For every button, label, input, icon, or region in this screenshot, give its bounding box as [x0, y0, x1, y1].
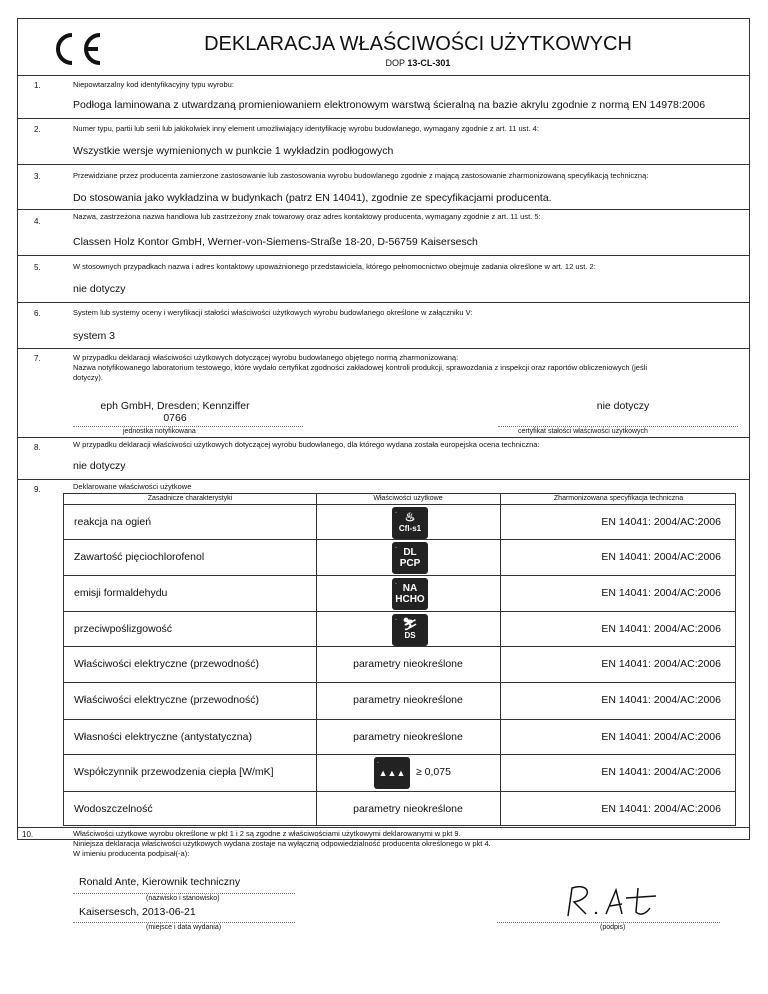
section-1-label: Niepowtarzalny kod identyfikacyjny typu wyrobu: [73, 80, 234, 89]
section-4-value: Classen Holz Kontor GmbH, Werner-von-Siemens-Straße 18-20, D-56759 Kaisersesch [73, 236, 478, 248]
heat-icon: ◦ ▲▲▲ [374, 757, 410, 789]
section-10-number: 10. [22, 830, 34, 839]
spec-cell: EN 14041: 2004/AC:2006 [601, 694, 721, 706]
section-9-label: Deklarowane właściwości użytkowe [73, 482, 192, 491]
table-row [64, 791, 735, 828]
spec-cell: EN 14041: 2004/AC:2006 [601, 731, 721, 743]
section-7-label-line2: Nazwa notyfikowanego laboratorium testowego, które wydało certyfikat zgodności zakładowej kontroli produkcji, sprawozdania z inspekcji oraz raportów obliczeniowych (jeśli [73, 363, 648, 372]
characteristic-cell: Zawartość pięciochlorofenol [74, 551, 205, 563]
performance-table [63, 493, 736, 826]
section-4-number: 4. [34, 217, 41, 226]
dop-number-line [168, 58, 668, 68]
notified-body-caption: jednostka notyfikowana [123, 428, 196, 435]
table-row [64, 611, 735, 648]
table-header-property: Właściwości użytkowe [373, 495, 443, 502]
characteristic-cell: emisji formaldehydu [74, 587, 168, 599]
dop-prefix: DOP [385, 58, 405, 68]
spec-cell: EN 14041: 2004/AC:2006 [601, 551, 721, 563]
hcho-icon: ◦ NA HCHO [392, 578, 428, 610]
section-2-label: Numer typu, partii lub serii lub jakikolwiek inny element umożliwiający identyfikację wyrobu budowlanego, wymagany zgodnie z art. 11 ust. 4: [73, 124, 539, 133]
spec-cell: EN 14041: 2004/AC:2006 [601, 516, 721, 528]
ce-mark-icon [48, 29, 108, 69]
section-5-label: W stosownych przypadkach nazwa i adres kontaktowy upoważnionego przedstawiciela, którego pełnomocnictwo obejmuje zadania określone w art. 12 ust. 2: [73, 262, 596, 271]
signature-caption: (podpis) [600, 924, 626, 931]
certificate-caption: certyfikat stałości właściwości użytkowych [518, 428, 648, 435]
section-3-label: Przewidziane przez producenta zamierzone zastosowanie lub zastosowania wyrobu budowlanego zgodnie z mającą zastosowanie zharmonizowaną specyfikacją techniczną: [73, 171, 649, 180]
spec-cell: EN 14041: 2004/AC:2006 [601, 587, 721, 599]
characteristic-cell: przeciwpoślizgowość [74, 623, 173, 635]
section-6-number: 6. [34, 309, 41, 318]
section-2-number: 2. [34, 125, 41, 134]
table-row [64, 682, 735, 719]
page-title: DEKLARACJA WŁAŚCIWOŚCI UŻYTKOWYCH [204, 33, 632, 55]
table-row [64, 646, 735, 683]
section-6-value: system 3 [73, 330, 116, 342]
section-8-label: W przypadku deklaracji właściwości użytkowych dotyczącej wyrobu budowlanego, dla którego wydana została europejska ocena techniczna: [73, 440, 540, 449]
place-date-caption: (miejsce i data wydania) [146, 924, 222, 931]
table-row [64, 754, 735, 791]
section-5-value: nie dotyczy [73, 283, 126, 295]
section-8-value: nie dotyczy [73, 460, 126, 472]
spec-cell: EN 14041: 2004/AC:2006 [601, 766, 721, 778]
section-8-number: 8. [34, 443, 41, 452]
section-5-number: 5. [34, 263, 41, 272]
property-cell: parametry nieokreślone [353, 731, 463, 743]
fire-icon: ◦ ♨ Cfl-s1 [392, 507, 428, 539]
characteristic-cell: Właściwości elektryczne (przewodność) [74, 658, 259, 670]
characteristic-cell: reakcja na ogień [74, 516, 152, 528]
table-header-characteristic: Zasadnicze charakterystyki [147, 495, 233, 502]
table-row [64, 504, 735, 541]
table-row [64, 539, 735, 576]
handwritten-signature [560, 880, 660, 920]
section-7-number: 7. [34, 354, 41, 363]
section-10-line3: W imieniu producenta podpisał(-a): [73, 849, 190, 858]
section-7-label-line3: dotyczy). [73, 373, 104, 382]
characteristic-cell: Współczynnik przewodzenia ciepła [W/mK] [74, 766, 274, 778]
characteristic-cell: Własności elektryczne (antystatyczna) [74, 731, 252, 743]
characteristic-cell: Właściwości elektryczne (przewodność) [74, 694, 259, 706]
property-cell: parametry nieokreślone [353, 694, 463, 706]
property-cell: parametry nieokreślone [353, 658, 463, 670]
section-10-line1: Właściwości użytkowe wyrobu określone w pkt 1 i 2 są zgodne z właściwościami użytkowymi deklarowanymi w pkt 9. [73, 829, 461, 838]
spec-cell: EN 14041: 2004/AC:2006 [601, 803, 721, 815]
dop-number: 13-CL-301 [407, 58, 451, 68]
slip-icon: ◦ ⛷ DS [392, 614, 428, 646]
section-4-label: Nazwa, zastrzeżona nazwa handlowa lub zastrzeżony znak towarowy oraz adres kontaktowy producenta, wymagany zgodnie z art. 11 ust. 5: [73, 212, 541, 221]
section-1-value: Podłoga laminowana z utwardzaną promieniowaniem elektronowym warstwą ścieralną na bazie akrylu zgodnie z normą EN 14978:2006 [73, 99, 706, 111]
section-9-number: 9. [34, 485, 41, 494]
section-3-value: Do stosowania jako wykładzina w budynkach (patrz EN 14041), zgodnie ze specyfikacjami producenta. [73, 192, 552, 204]
certificate-value: nie dotyczy [596, 400, 650, 412]
section-6-label: System lub systemy oceny i weryfikacji stałości właściwości użytkowych wyrobu budowlanego określone w załączniku V: [73, 308, 473, 317]
signatory-name-caption: (nazwisko i stanowisko) [146, 895, 220, 902]
section-7-label-line1: W przypadku deklaracji właściwości użytkowych dotyczącej wyrobu budowlanego objętego normą zharmonizowaną: [73, 353, 459, 362]
table-header-spec: Zharmonizowana specyfikacja techniczna [553, 495, 684, 502]
section-10-line2: Niniejsza deklaracja właściwości użytkowych wydana zostaje na wyłączną odpowiedzialność producenta określonego w pkt 4. [73, 839, 491, 848]
pcp-icon: ◦ DL PCP [392, 542, 428, 574]
property-cell: ≥ 0,075 [416, 766, 451, 778]
table-row [64, 719, 735, 756]
property-cell: parametry nieokreślone [353, 803, 463, 815]
place-date: Kaisersesch, 2013-06-21 [79, 906, 196, 918]
section-2-value: Wszystkie wersje wymienionych w punkcie 1 wykładzin podłogowych [73, 145, 394, 157]
section-1-number: 1. [34, 81, 41, 90]
notified-body-value: eph GmbH, Dresden; Kennziffer 0766 [100, 400, 250, 424]
signatory-name: Ronald Ante, Kierownik techniczny [79, 876, 241, 888]
document-frame [17, 18, 750, 840]
characteristic-cell: Wodoszczelność [74, 803, 153, 815]
table-row [64, 575, 735, 612]
section-3-number: 3. [34, 172, 41, 181]
spec-cell: EN 14041: 2004/AC:2006 [601, 658, 721, 670]
spec-cell: EN 14041: 2004/AC:2006 [601, 623, 721, 635]
